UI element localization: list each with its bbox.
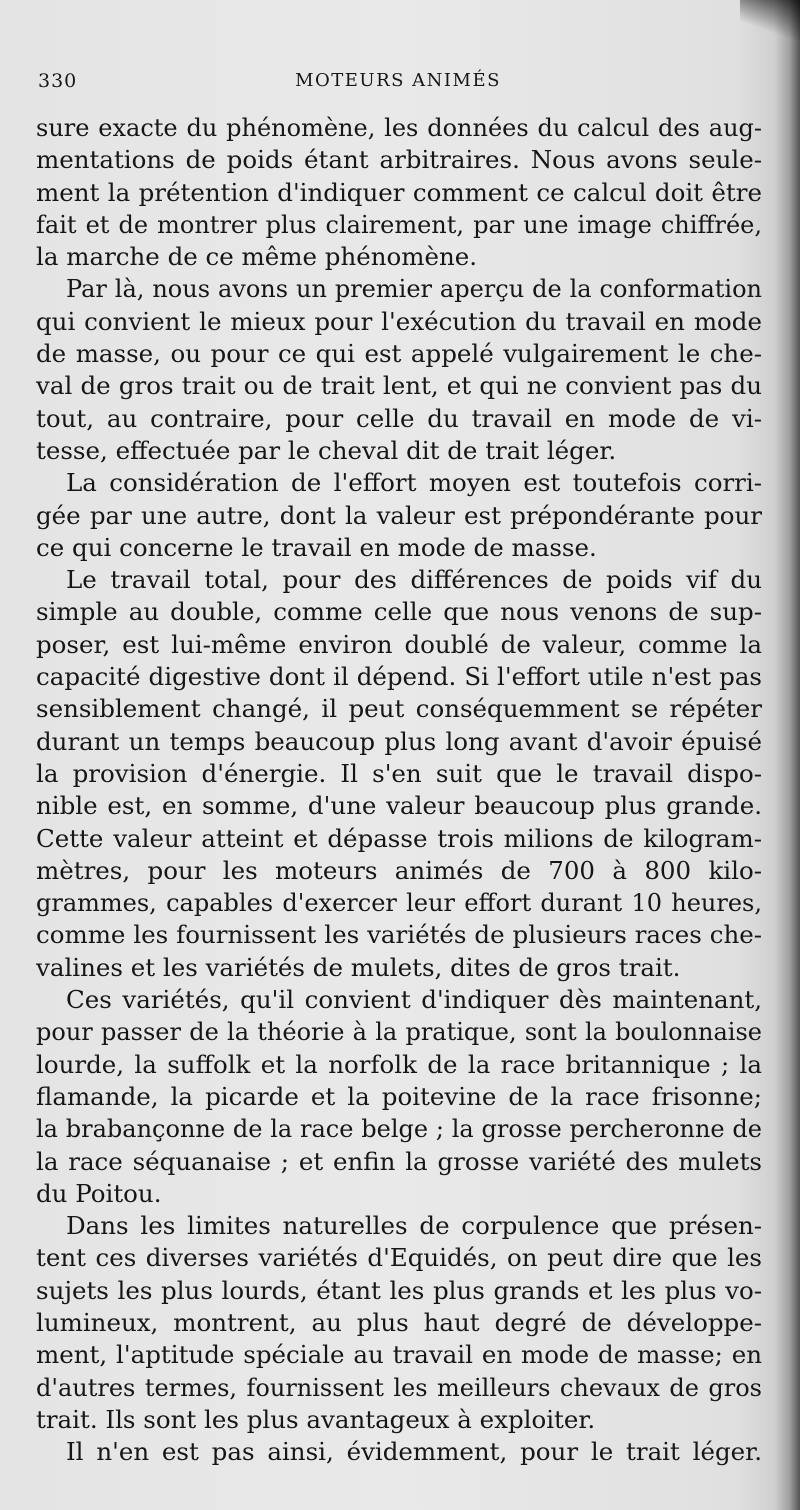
text-line: tent ces diverses variétés d'Equidés, on peut dire que les (36, 1243, 762, 1273)
text-line: grammes, capables d'exercer leur effort durant 10 heures, (36, 889, 762, 918)
text-line: Le travail total, pour des différences de poids vif du (66, 565, 762, 595)
running-title: MOTEURS ANIMÉS (295, 70, 501, 91)
text-line: Ces variétés, qu'il convient d'indiquer dès maintenant, (66, 985, 762, 1015)
text-line: nible est, en somme, d'une valeur beaucoup plus grande. (36, 791, 762, 821)
page-number: 330 (38, 70, 78, 92)
text-line: simple au double, comme celle que nous venons de sup- (36, 597, 762, 627)
text-line: sensiblement changé, il peut conséquemment se répéter (36, 694, 762, 724)
running-head (38, 70, 758, 98)
text-line: tout, au contraire, pour celle du travail en mode de vi- (36, 403, 762, 433)
text-line: ment la prétention d'indiquer comment ce calcul doit être (36, 177, 762, 207)
text-line: tesse, effectuée par le cheval dit de trait léger. (36, 435, 617, 465)
text-line: la provision d'énergie. Il s'en suit que le travail dispo- (36, 758, 762, 788)
text-line: qui convient le mieux pour l'exécution du travail en mode (36, 306, 762, 336)
text-line: fait et de montrer plus clairement, par une image chiffrée, (36, 210, 762, 239)
text-line: valines et les variétés de mulets, dites de gros trait. (36, 952, 681, 982)
text-line: Dans les limites naturelles de corpulence que présen- (66, 1211, 762, 1241)
text-line: sujets les plus lourds, étant les plus grands et les plus vo- (36, 1275, 762, 1305)
text-line: la marche de ce même phénomène. (36, 242, 478, 272)
text-line: Cette valeur atteint et dépasse trois milions de kilogram- (36, 823, 762, 853)
text-line: d'autres termes, fournissent les meilleurs chevaux de gros (36, 1373, 762, 1402)
text-line: flamande, la picarde et la poitevine de la race frisonne; (36, 1081, 762, 1111)
text-line: mètres, pour les moteurs animés de 700 à 800 kilo- (36, 855, 762, 885)
text-line: lumineux, montrent, au plus haut degré de développe- (36, 1307, 762, 1337)
text-line: Par là, nous avons un premier aperçu de la conformation (66, 275, 762, 304)
text-line: comme les fournissent les variétés de plusieurs races che- (36, 920, 762, 950)
text-line: val de gros trait ou de trait lent, et qui ne convient pas du (36, 371, 762, 401)
text-line: lourde, la suffolk et la norfolk de la race britannique ; la (36, 1049, 762, 1079)
text-line: de masse, ou pour ce qui est appelé vulgairement le che- (36, 339, 762, 369)
body-text (36, 112, 762, 1468)
text-line: mentations de poids étant arbitraires. Nous avons seule- (36, 145, 762, 175)
text-line: la brabançonne de la race belge ; la grosse percheronne de (36, 1115, 762, 1144)
page-spine-shadow (774, 0, 800, 1510)
text-line: durant un temps beaucoup plus long avant d'avoir épuisé (36, 726, 762, 756)
text-line: trait. Ils sont les plus avantageux à exploiter. (36, 1404, 596, 1434)
text-line: du Poitou. (36, 1178, 162, 1208)
text-line: ment, l'aptitude spéciale au travail en mode de masse; en (36, 1340, 762, 1370)
text-line: sure exacte du phénomène, les données du calcul des aug- (36, 114, 762, 142)
text-line: ce qui concerne le travail en mode de masse. (36, 532, 597, 562)
text-line: gée par une autre, dont la valeur est prépondérante pour (36, 500, 762, 530)
text-line: poser, est lui-même environ doublé de valeur, comme la (36, 629, 762, 659)
text-line: la race séquanaise ; et enfin la grosse variété des mulets (36, 1146, 762, 1176)
text-line: pour passer de la théorie à la pratique, sont la boulonnaise (36, 1018, 762, 1047)
text-line: La considération de l'effort moyen est toutefois corri- (66, 468, 762, 498)
page-corner-shadow (740, 0, 800, 40)
text-line: Il n'en est pas ainsi, évidemment, pour le trait léger. (66, 1437, 762, 1467)
text-line: capacité digestive dont il dépend. Si l'effort utile n'est pas (36, 662, 762, 692)
